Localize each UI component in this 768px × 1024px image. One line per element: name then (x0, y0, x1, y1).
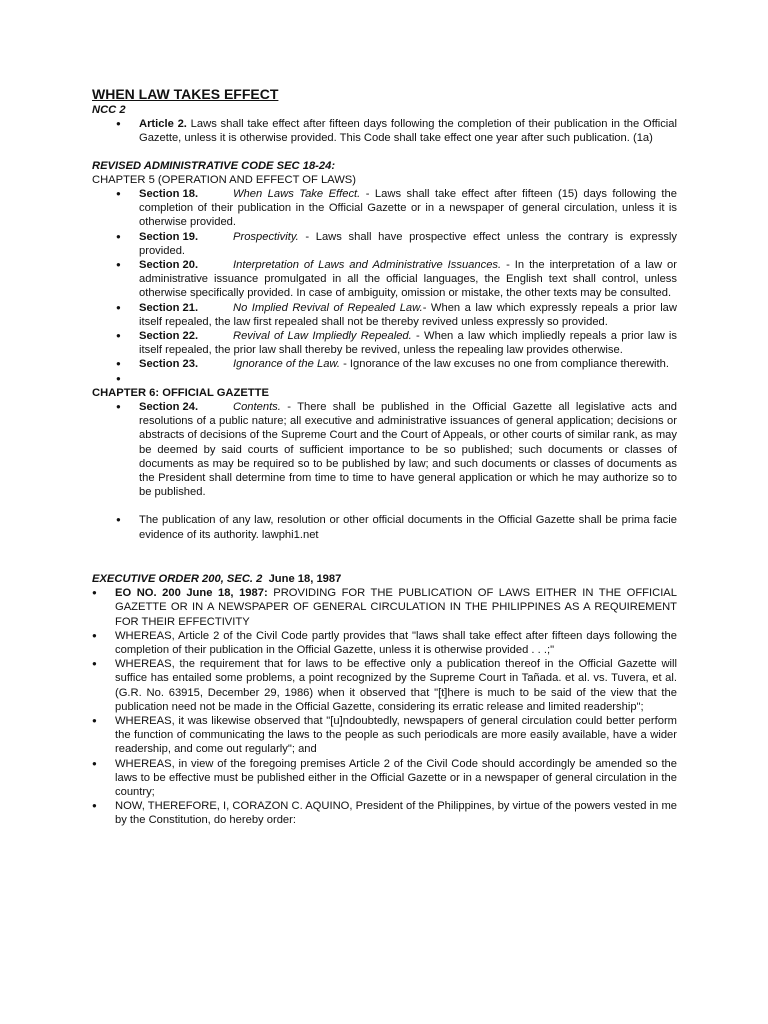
section-title: Contents. (233, 401, 281, 414)
section-label: Section 19. (139, 230, 199, 243)
eo-heading: EXECUTIVE ORDER 200, SEC. 2 (92, 572, 263, 585)
list-item: ● WHEREAS, Article 2 of the Civil Code partly provides that "laws shall take effect after fifteen days following the completion of their publication in the Official Gazette, unless it is otherwise provided . . .;" (92, 629, 677, 657)
section-text: - Laws shall have prospective effect unless the contrary is expressly provided. (139, 230, 677, 257)
section-title: Ignorance of the Law. (233, 358, 340, 371)
section-label: Section 18. (139, 188, 199, 201)
section-title: Interpretation of Laws and Administrative Issuances. (233, 259, 502, 272)
section-text: - Ignorance of the law excuses no one from compliance therewith. (339, 358, 669, 371)
eo-title-text: PROVIDING FOR THE PUBLICATION OF LAWS EITHER IN THE OFFICIAL GAZETTE OR IN A NEWSPAPER OF GENERAL CIRCULATION IN THE PHILIPPINES AS A REQUIREMENT FOR THEIR EFFECTIVITY (115, 587, 677, 628)
page-title: WHEN LAW TAKES EFFECT (92, 86, 279, 102)
section-text: - When a law which expressly repeals a prior law itself repealed, the law first repealed shall not be thereby revived unless expressly so provided. (139, 301, 677, 328)
section-label: Section 21. (139, 301, 199, 314)
list-item: ● NOW, THEREFORE, I, CORAZON C. AQUINO, President of the Philippines, by virtue of the powers vested in me by the Constitution, do hereby order: (92, 799, 677, 827)
ncc-list (92, 117, 677, 145)
list-item: ● The publication of any law, resolution or other official documents in the Official Gazette shall be prima facie evidence of its authority. lawphi1.net (92, 513, 677, 541)
eo-label: EO NO. 200 June 18, 1987: (115, 587, 268, 600)
section-item (92, 230, 677, 258)
chapter5-heading: CHAPTER 5 (OPERATION AND EFFECT OF LAWS) (92, 173, 356, 186)
section-text: - There shall be published in the Official Gazette all legislative acts and resolutions of a public nature; all executive and administrative issuances of general application; decisions or abstracts of decisions of the Supreme Court and the Court of Appeals, or other courts of similar rank, as may be deemed by said courts of sufficient importance to be so published; such documents or classes of documents as may be required so to be published by law; and such documents or classes of documents as the President shall determine from time to time to have general application or which he may authorize so to be published. (139, 401, 677, 499)
rac-heading: REVISED ADMINISTRATIVE CODE SEC 18-24: (92, 159, 336, 172)
chapter6-list (92, 400, 677, 542)
section-text: - In the interpretation of a law or administrative issuance promulgated in all the official languages, the English text shall control, unless otherwise specifically provided. In case of ambiguity, omission or mistake, the other texts may be consulted. (139, 259, 677, 300)
section-title: Revival of Law Impliedly Repealed. (233, 330, 412, 343)
section-title: No Implied Revival of Repealed Law. (233, 301, 423, 314)
ncc-heading: NCC 2 (92, 104, 126, 116)
section-item (92, 329, 677, 357)
eo-heading-line (92, 572, 677, 586)
section-title: Prospectivity. (233, 230, 299, 243)
section-item (92, 400, 677, 499)
article-label: Article 2. (139, 118, 187, 131)
section-label: Section 24. (139, 401, 199, 414)
section-label: Section 23. (139, 358, 199, 371)
section-item (92, 301, 677, 329)
section-text: - Laws shall take effect after fifteen (15) days following the completion of their publication in the Official Gazette or in a newspaper of general circulation, unless it is otherwise provided. (139, 188, 677, 229)
section-label: Section 22. (139, 330, 199, 343)
section-label: Section 20. (139, 259, 199, 272)
list-item: ● WHEREAS, in view of the foregoing premises Article 2 of the Civil Code should accordingly be amended so the laws to be effective must be published either in the Official Gazette or in a newspaper of general circulation in the country; (92, 757, 677, 800)
list-item (92, 586, 677, 629)
section-item (92, 357, 677, 371)
article-text: Laws shall take effect after fifteen days following the completion of their publication in the Official Gazette, unless it is otherwise provided. This Code shall take effect one year after such publication. (1a) (139, 118, 677, 145)
section-title: When Laws Take Effect. (233, 188, 361, 201)
list-item: ● WHEREAS, it was likewise observed that "[u]ndoubtedly, newspapers of general circulation could better perform the function of communicating the laws to the people as such periodicals are more easily available, have a wider readership, and come out regularly"; and (92, 714, 677, 757)
chapter6-heading: CHAPTER 6: OFFICIAL GAZETTE (92, 386, 269, 399)
eo-list (92, 586, 677, 827)
section-text: - When a law which impliedly repeals a prior law is itself repealed, the prior law shall thereby be revived, unless the repealing law provides otherwise. (139, 330, 678, 357)
document-page (92, 86, 677, 828)
eo-heading-date: June 18, 1987 (262, 572, 342, 585)
section-item (92, 258, 677, 301)
section-item (92, 187, 677, 230)
rac-sections-list (92, 187, 677, 386)
list-item (92, 117, 677, 145)
empty-bullet (92, 372, 677, 386)
list-item: ● WHEREAS, the requirement that for laws to be effective only a publication thereof in the Official Gazette will suffice has entailed some problems, a point recognized by the Supreme Court in Tañada. et al. vs. Tuvera, et al. (G.R. No. 63915, December 29, 1986) when it observed that "[t]here is much to be said of the view that the publication need not be made in the Official Gazette, considering its erratic release and limited readership"; (92, 657, 677, 714)
